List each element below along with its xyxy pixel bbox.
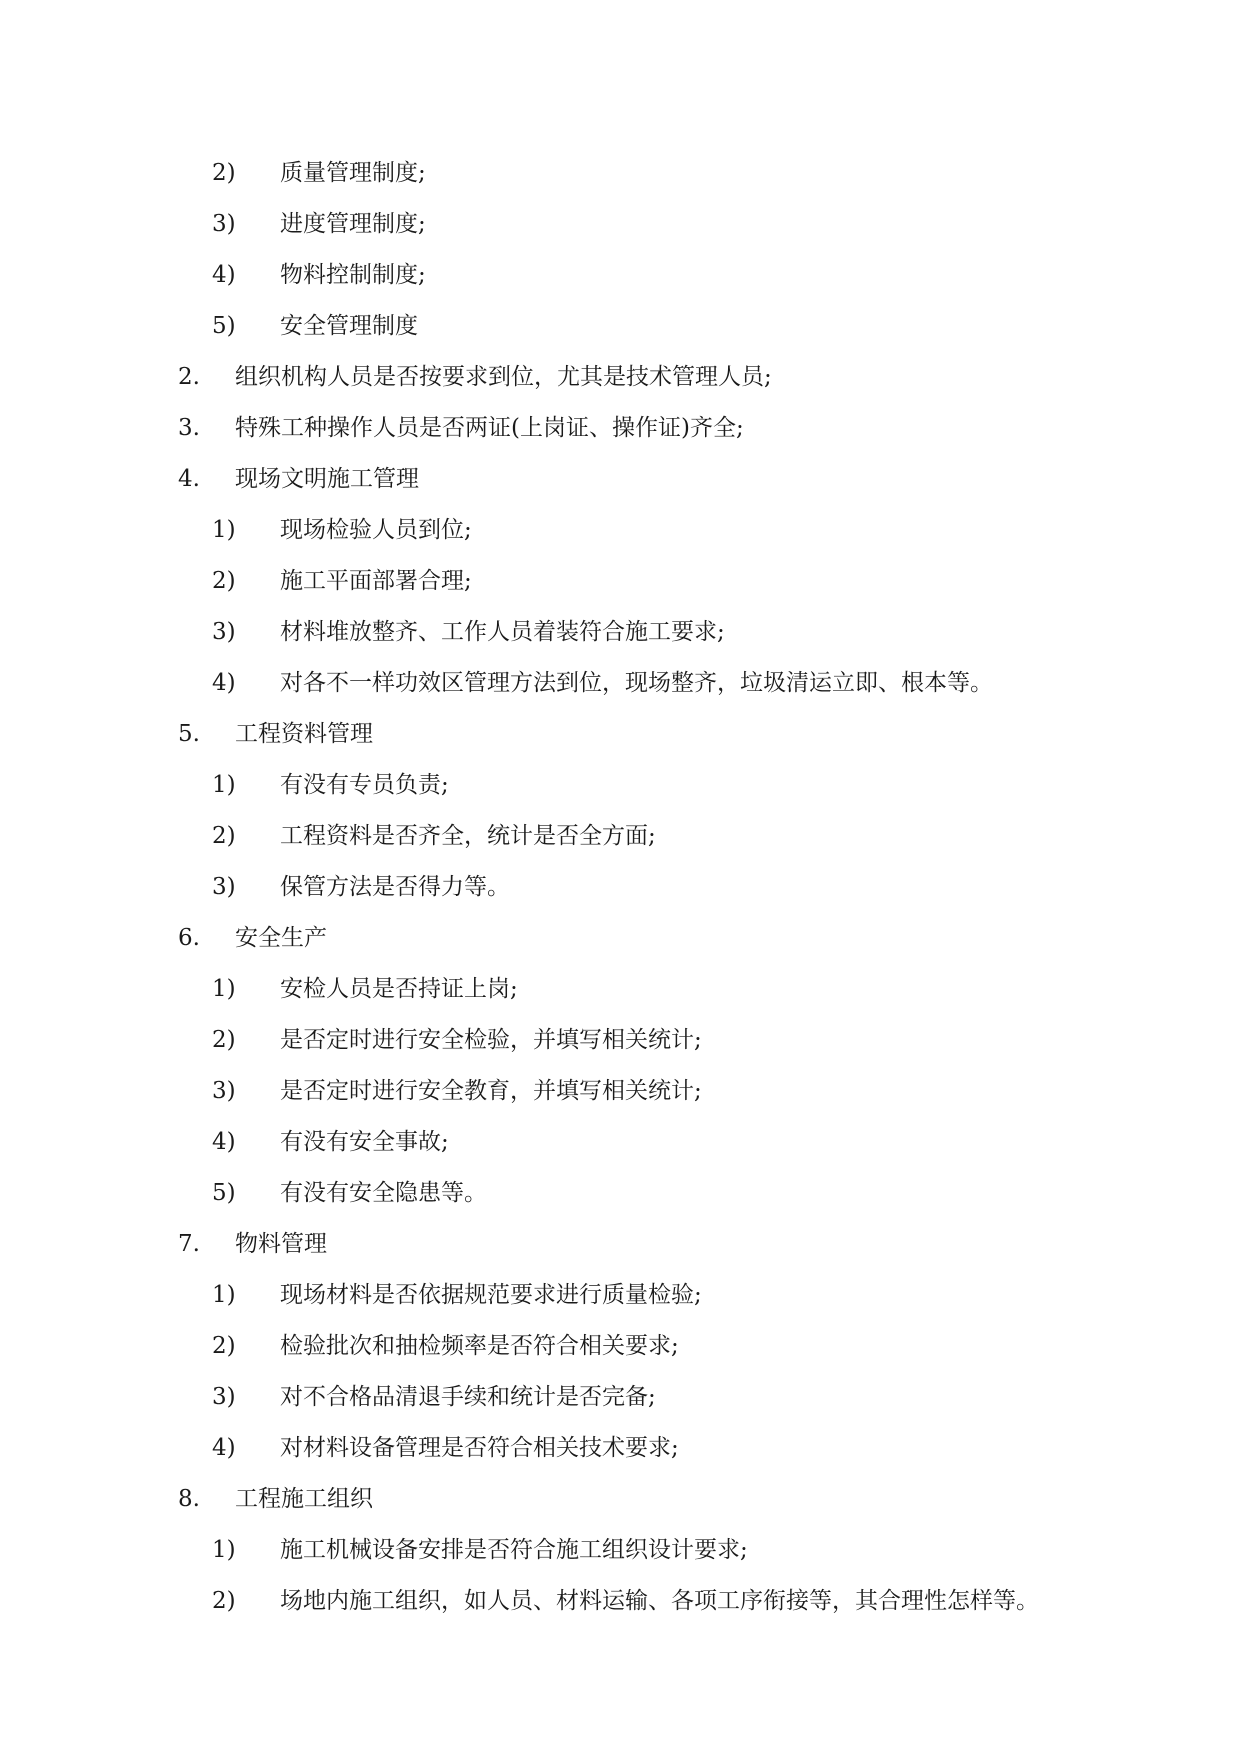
item-text: 安全生产: [235, 925, 327, 951]
item-number: 7.: [178, 1231, 200, 1257]
item-number: 1): [212, 1282, 236, 1308]
item-text: 对不合格品清退手续和统计是否完备;: [280, 1384, 656, 1410]
item-number: 2): [212, 568, 236, 594]
item-text: 保管方法是否得力等。: [280, 874, 510, 900]
item-number: 2): [212, 1333, 236, 1359]
item-number: 4.: [178, 466, 200, 492]
item-number: 2): [212, 1588, 236, 1614]
item-number: 1): [212, 772, 236, 798]
item-number: 4): [212, 1129, 236, 1155]
item-text: 工程施工组织: [235, 1486, 373, 1512]
item-text: 现场检验人员到位;: [280, 517, 472, 543]
item-number: 2): [212, 1027, 236, 1053]
item-text: 安检人员是否持证上岗;: [280, 976, 518, 1002]
item-number: 1): [212, 1537, 236, 1563]
item-number: 3): [212, 211, 236, 237]
item-text: 现场材料是否依据规范要求进行质量检验;: [280, 1282, 702, 1308]
item-number: 4): [212, 262, 236, 288]
item-text: 对材料设备管理是否符合相关技术要求;: [280, 1435, 679, 1461]
item-text: 是否定时进行安全检验，并填写相关统计;: [280, 1027, 702, 1053]
item-text: 有没有安全隐患等。: [280, 1180, 487, 1206]
item-text: 组织机构人员是否按要求到位，尤其是技术管理人员;: [235, 364, 772, 390]
item-text: 工程资料管理: [235, 721, 373, 747]
item-text: 施工机械设备安排是否符合施工组织设计要求;: [280, 1537, 748, 1563]
item-number: 5): [212, 313, 236, 339]
item-number: 8.: [178, 1486, 200, 1512]
item-number: 4): [212, 1435, 236, 1461]
item-text: 有没有安全事故;: [280, 1129, 449, 1155]
item-text: 质量管理制度;: [280, 160, 426, 186]
item-number: 2.: [178, 364, 200, 390]
item-text: 材料堆放整齐、工作人员着装符合施工要求;: [280, 619, 725, 645]
item-text: 检验批次和抽检频率是否符合相关要求;: [280, 1333, 679, 1359]
item-number: 2): [212, 823, 236, 849]
item-number: 2): [212, 160, 236, 186]
item-number: 3): [212, 874, 236, 900]
item-number: 1): [212, 517, 236, 543]
item-text: 物料管理: [235, 1231, 327, 1257]
item-number: 3.: [178, 415, 200, 441]
item-number: 6.: [178, 925, 200, 951]
item-number: 5): [212, 1180, 236, 1206]
item-number: 3): [212, 619, 236, 645]
item-text: 是否定时进行安全教育，并填写相关统计;: [280, 1078, 702, 1104]
item-number: 4): [212, 670, 236, 696]
item-text: 场地内施工组织，如人员、材料运输、各项工序衔接等，其合理性怎样等。: [280, 1588, 1039, 1614]
item-text: 安全管理制度: [280, 313, 418, 339]
item-text: 特殊工种操作人员是否两证(上岗证、操作证)齐全;: [235, 415, 744, 441]
item-text: 对各不一样功效区管理方法到位，现场整齐，垃圾清运立即、根本等。: [280, 670, 993, 696]
item-text: 有没有专员负责;: [280, 772, 449, 798]
item-number: 5.: [178, 721, 200, 747]
item-text: 施工平面部署合理;: [280, 568, 472, 594]
item-text: 物料控制制度;: [280, 262, 426, 288]
item-text: 进度管理制度;: [280, 211, 426, 237]
item-number: 3): [212, 1384, 236, 1410]
item-number: 3): [212, 1078, 236, 1104]
item-number: 1): [212, 976, 236, 1002]
item-text: 工程资料是否齐全，统计是否全方面;: [280, 823, 656, 849]
item-text: 现场文明施工管理: [235, 466, 419, 492]
